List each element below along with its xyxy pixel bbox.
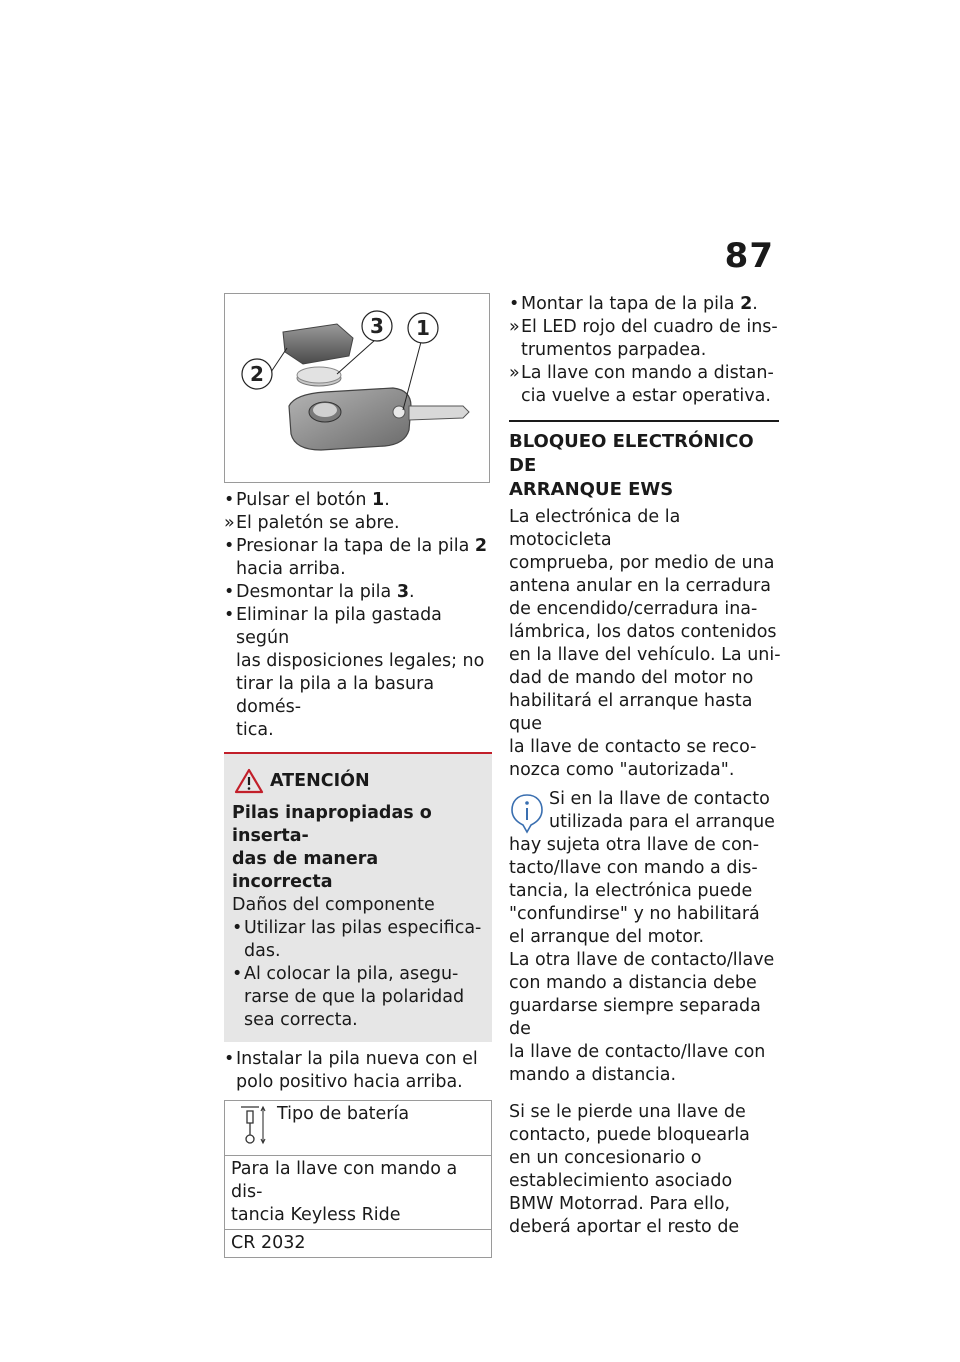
battery-type-value: CR 2032 xyxy=(225,1230,492,1258)
text-line: la llave de contacto/llave con xyxy=(509,1042,766,1062)
text-line: la llave de contacto se reco- xyxy=(509,737,757,757)
text-line: contacto, puede bloquearla xyxy=(509,1125,750,1145)
text-line: antena anular en la cerradura xyxy=(509,576,771,596)
step-remove-battery: • Desmontar la pila 3. xyxy=(224,582,415,602)
result-blade-opens: » El paletón se abre. xyxy=(224,513,400,533)
text-line: hay sujeta otra llave de con- xyxy=(509,835,760,855)
step-press-button: • Pulsar el botón 1. xyxy=(224,490,390,510)
text-line: mando a distancia. xyxy=(509,1065,677,1085)
step-install-battery: • Instalar la pila nueva con el polo positivo hacia arriba. xyxy=(224,1049,478,1092)
text-line: dad de mando del motor no xyxy=(509,668,754,688)
warning-box xyxy=(224,752,492,1042)
text-line: BMW Motorrad. Para ello, xyxy=(509,1194,731,1214)
install-steps xyxy=(224,1048,492,1094)
spec-header: Tipo de batería xyxy=(277,1104,410,1124)
step-dispose-battery: • Eliminar la pila gastada según las disposiciones legales; no tirar la pila a la basura domés- tica. xyxy=(224,605,485,740)
ews-description xyxy=(509,506,781,782)
section-heading: BLOQUEO ELECTRÓNICO DE ARRANQUE EWS xyxy=(509,431,754,500)
reassembly-steps xyxy=(509,293,781,408)
text-line: de encendido/cerradura ina- xyxy=(509,599,758,619)
removal-steps xyxy=(224,489,492,742)
spec-row-battery-type xyxy=(225,1230,492,1258)
right-column xyxy=(509,293,781,1239)
section-divider xyxy=(509,420,779,422)
info-icon xyxy=(509,792,545,834)
spec-header-row xyxy=(225,1101,492,1156)
text-line: Si se le pierde una llave de xyxy=(509,1102,746,1122)
result-led-flashes: » El LED rojo del cuadro de ins- trumentos parpadea. xyxy=(509,317,778,360)
key-battery-illustration xyxy=(225,294,491,484)
text-line: en la llave del vehículo. La uni- xyxy=(509,645,781,665)
text-line: comprueba, por medio de una xyxy=(509,553,775,573)
text-line: lámbrica, los datos contenidos xyxy=(509,622,777,642)
left-column xyxy=(224,293,492,1258)
page-number: 87 xyxy=(724,236,774,276)
text-line: "confundirse" y no habilitará xyxy=(509,904,760,924)
warning-triangle-icon xyxy=(234,768,264,794)
text-line: el arranque del motor. xyxy=(509,927,705,947)
text-line: La otra llave de contacto/llave xyxy=(509,950,775,970)
text-line: La electrónica de la motocicleta xyxy=(509,507,681,550)
callout-3-label: 3 xyxy=(370,314,384,338)
lost-key-paragraph xyxy=(509,1101,781,1239)
key-battery-figure xyxy=(224,293,490,483)
result-key-operative: » La llave con mando a distan- cia vuelve a estar operativa. xyxy=(509,363,774,406)
warning-bullet-1: • Utilizar las pilas especifica- das. xyxy=(232,918,482,961)
warning-title: ATENCIÓN xyxy=(270,771,370,791)
warning-subtitle: Pilas inapropiadas o inserta- das de manera incorrecta xyxy=(232,803,432,892)
text-line: establecimiento asociado xyxy=(509,1171,733,1191)
info-text xyxy=(509,834,781,1087)
text-line: deberá aportar el resto de xyxy=(509,1217,740,1237)
text-line: tacto/llave con mando a dis- xyxy=(509,858,758,878)
warning-header xyxy=(234,768,484,794)
spec-measure-icon xyxy=(237,1103,267,1147)
text-line: habilitará el arranque hasta que xyxy=(509,691,753,734)
info-note xyxy=(509,788,781,1087)
callout-1-label: 1 xyxy=(416,316,430,340)
text-line: nozca como "autorizada". xyxy=(509,760,735,780)
step-press-cover: • Presionar la tapa de la pila 2 hacia arriba. xyxy=(224,536,488,579)
warning-bullet-2: • Al colocar la pila, asegu- rarse de que la polaridad sea correcta. xyxy=(232,964,465,1030)
text-line: guardarse siempre separada de xyxy=(509,996,761,1039)
info-first-lines: Si en la llave de contacto utilizada para el arranque xyxy=(549,789,775,832)
text-line: tancia, la electrónica puede xyxy=(509,881,753,901)
text-line: con mando a distancia debe xyxy=(509,973,757,993)
callout-2-label: 2 xyxy=(250,362,264,386)
step-fit-cover: • Montar la tapa de la pila 2. xyxy=(509,294,758,314)
spec-row-applies-to: Para la llave con mando a dis- tancia Keyless Ride xyxy=(225,1156,492,1230)
warning-text: Daños del componente xyxy=(232,895,435,915)
battery-spec-table xyxy=(224,1100,492,1258)
text-line: en un concesionario o xyxy=(509,1148,702,1168)
